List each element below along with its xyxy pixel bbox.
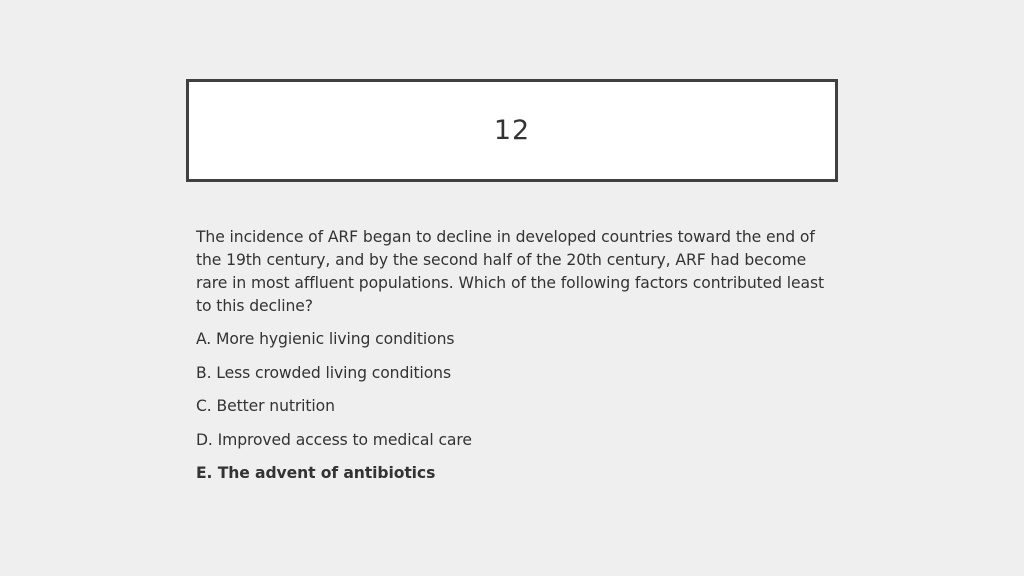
answer-option-b: B. Less crowded living conditions bbox=[196, 363, 451, 382]
answer-option-a: A. More hygienic living conditions bbox=[196, 330, 455, 348]
answer-options-list bbox=[196, 328, 841, 485]
answer-option-e-correct: E. The advent of antibiotics bbox=[196, 464, 436, 482]
slide-title-box bbox=[186, 79, 838, 182]
slide-content bbox=[196, 226, 841, 496]
slide-title: 12 bbox=[493, 115, 531, 146]
question-text: The incidence of ARF began to decline in developed countries toward the end of the 19th century, and by the second half of the 20th century, ARF had become rare in most affluent populations. Which of the following factors contributed least to this decline? bbox=[196, 228, 825, 315]
answer-option-d: D. Improved access to medical care bbox=[196, 430, 472, 449]
answer-option-c: C. Better nutrition bbox=[196, 397, 335, 415]
